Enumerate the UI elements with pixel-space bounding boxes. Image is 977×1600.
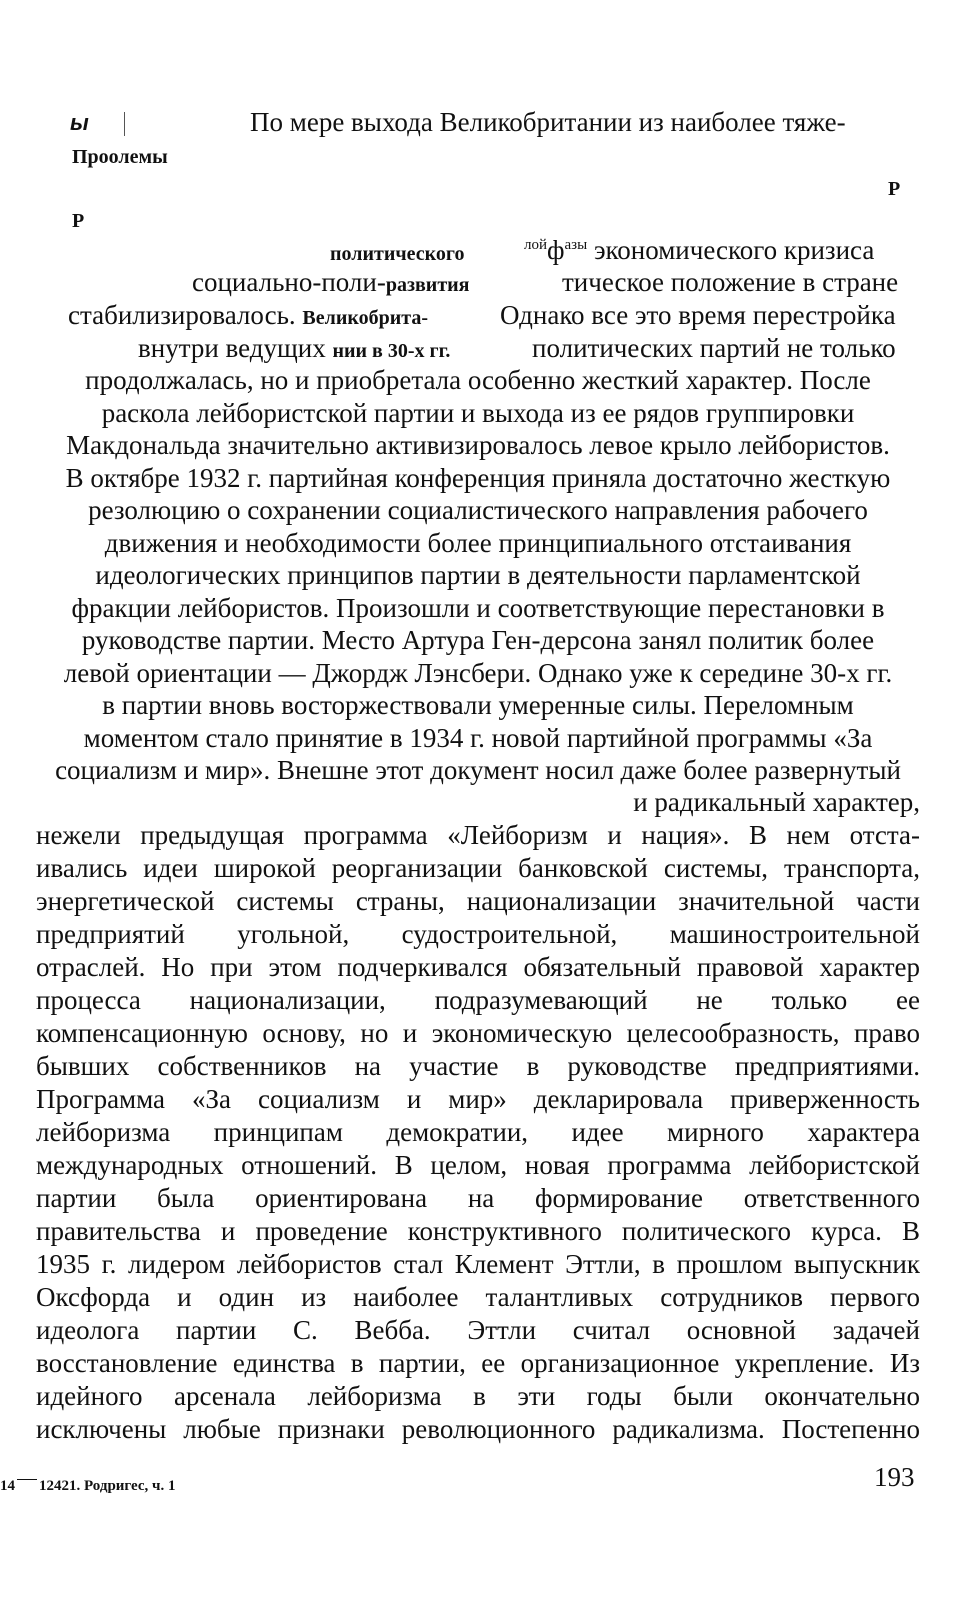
body-line-15: левой ориентации — Джордж Лэнсбери. Однако уже к середине 30-х гг.	[63, 658, 893, 688]
body-line-27: бывших собственников на участие в руководстве предприятиями.	[36, 1051, 920, 1081]
body-line-31: партии была ориентирована на формирование ответственного	[36, 1183, 920, 1213]
body-line-34: Оксфорда и один из наиболее талантливых сотрудников первого	[36, 1282, 920, 1312]
body-line-8: Макдональда значительно активизировалось левое крыло лейбористов.	[66, 430, 890, 460]
body-line-9: В октябре 1932 г. партийная конференция приняла достаточно жесткую	[65, 463, 891, 493]
body-line-35: идеолога партии С. Вебба. Эттли считал основной задачей	[36, 1315, 920, 1345]
sidebar-razvitiya: развития	[385, 274, 470, 296]
body-line-16: в партии вновь восторжествовали умеренные силы. Переломным	[102, 690, 854, 720]
body-line-2-sup-2: азы	[564, 237, 588, 253]
sidebar-politicheskogo: политического	[330, 243, 465, 265]
body-line-7: раскола лейбористской партии и выхода из ее рядов группировки	[101, 398, 855, 428]
body-line-30: международных отношений. В целом, новая программа лейбористской	[36, 1150, 920, 1180]
sidebar-heading: Проолемы	[72, 146, 168, 168]
body-line-19: и радикальный характер,	[633, 787, 920, 817]
margin-marker: ы	[70, 110, 89, 135]
body-line-1: По мере выхода Великобритании из наиболее тяже-	[250, 107, 846, 137]
body-line-5b: политических партий не только	[532, 333, 896, 363]
body-line-20: нежели предыдущая программа «Лейборизм и нация». В нем отста-	[36, 820, 920, 850]
body-line-36: восстановление единства в партии, ее организационное укрепление. Из	[36, 1348, 920, 1378]
body-line-21: ивались идеи широкой реорганизации банковской системы, транспорта,	[36, 853, 920, 883]
body-line-2-rest: экономического кризиса	[593, 235, 875, 265]
body-line-37: идейного арсенала лейборизма в эти годы были окончательно	[36, 1381, 920, 1411]
body-line-3a-text: социально-поли-	[192, 267, 386, 297]
footer-imprint: 12421. Родригес, ч. 1	[39, 1478, 176, 1494]
body-line-4a	[68, 299, 428, 335]
body-line-32: правительства и проведение конструктивного политического курса. В	[36, 1216, 920, 1246]
body-line-5a	[138, 332, 450, 368]
margin-bar	[124, 112, 125, 136]
body-line-11: движения и необходимости более принципиального отстаивания	[104, 528, 852, 558]
footer-signature	[0, 1478, 176, 1495]
body-line-3a	[192, 266, 470, 302]
sidebar-velikobrita: Великобрита-	[302, 307, 428, 329]
body-line-25: процесса национализации, подразумевающий не только ее	[36, 985, 920, 1015]
page-number: 193	[874, 1462, 915, 1492]
body-line-2	[524, 234, 874, 267]
body-line-24: отраслей. Но при этом подчеркивался обязательный правовой характер	[36, 952, 920, 982]
body-line-29: лейборизма принципам демократии, идее мирного характера	[36, 1117, 920, 1147]
body-line-18: социализм и мир». Внешне этот документ носил даже более развернутый	[55, 755, 901, 785]
body-line-26: компенсационную основу, но и экономическую целесообразность, право	[36, 1018, 920, 1048]
body-line-3b: тическое положение в стране	[562, 267, 899, 297]
body-line-2-sup-1: лой	[524, 237, 548, 253]
body-line-4a-text: стабилизировалось.	[68, 300, 296, 330]
footer-signature-number: 14	[0, 1478, 15, 1494]
sidebar-letter-right: Р	[888, 178, 901, 200]
body-line-13: фракции лейбористов. Произошли и соответствующие перестановки в	[71, 593, 885, 623]
body-line-14: руководстве партии. Место Артура Ген-дерсона занял политик более	[81, 625, 875, 655]
body-line-22: энергетической системы страны, национализации значительной части	[36, 886, 920, 916]
body-line-17: моментом стало принятие в 1934 г. новой партийной программы «За	[83, 723, 873, 753]
body-line-10: резолюцию о сохранении социалистического направления рабочего	[88, 495, 868, 525]
body-line-5a-text: внутри ведущих	[138, 333, 326, 363]
sidebar-nii-v-30: нии в 30-х гг.	[332, 340, 451, 362]
body-line-12: идеологических принципов партии в деятельности парламентской	[95, 560, 861, 590]
body-line-4b: Однако все это время перестройка	[500, 300, 896, 330]
body-line-28: Программа «За социализм и мир» декларировала приверженность	[36, 1084, 920, 1114]
body-line-6: продолжалась, но и приобретала особенно жесткий характер. После	[85, 365, 871, 395]
footer-dash	[17, 1479, 37, 1480]
body-line-23: предприятий угольной, судостроительной, машиностроительной	[36, 919, 920, 949]
body-line-38: исключены любые признаки революционного радикализма. Постепенно	[36, 1414, 920, 1444]
body-line-33: 1935 г. лидером лейбористов стал Клемент Эттли, в прошлом выпускник	[36, 1249, 920, 1279]
sidebar-letter-left: Р	[72, 210, 85, 232]
body-line-2-mid: ф	[547, 235, 565, 265]
